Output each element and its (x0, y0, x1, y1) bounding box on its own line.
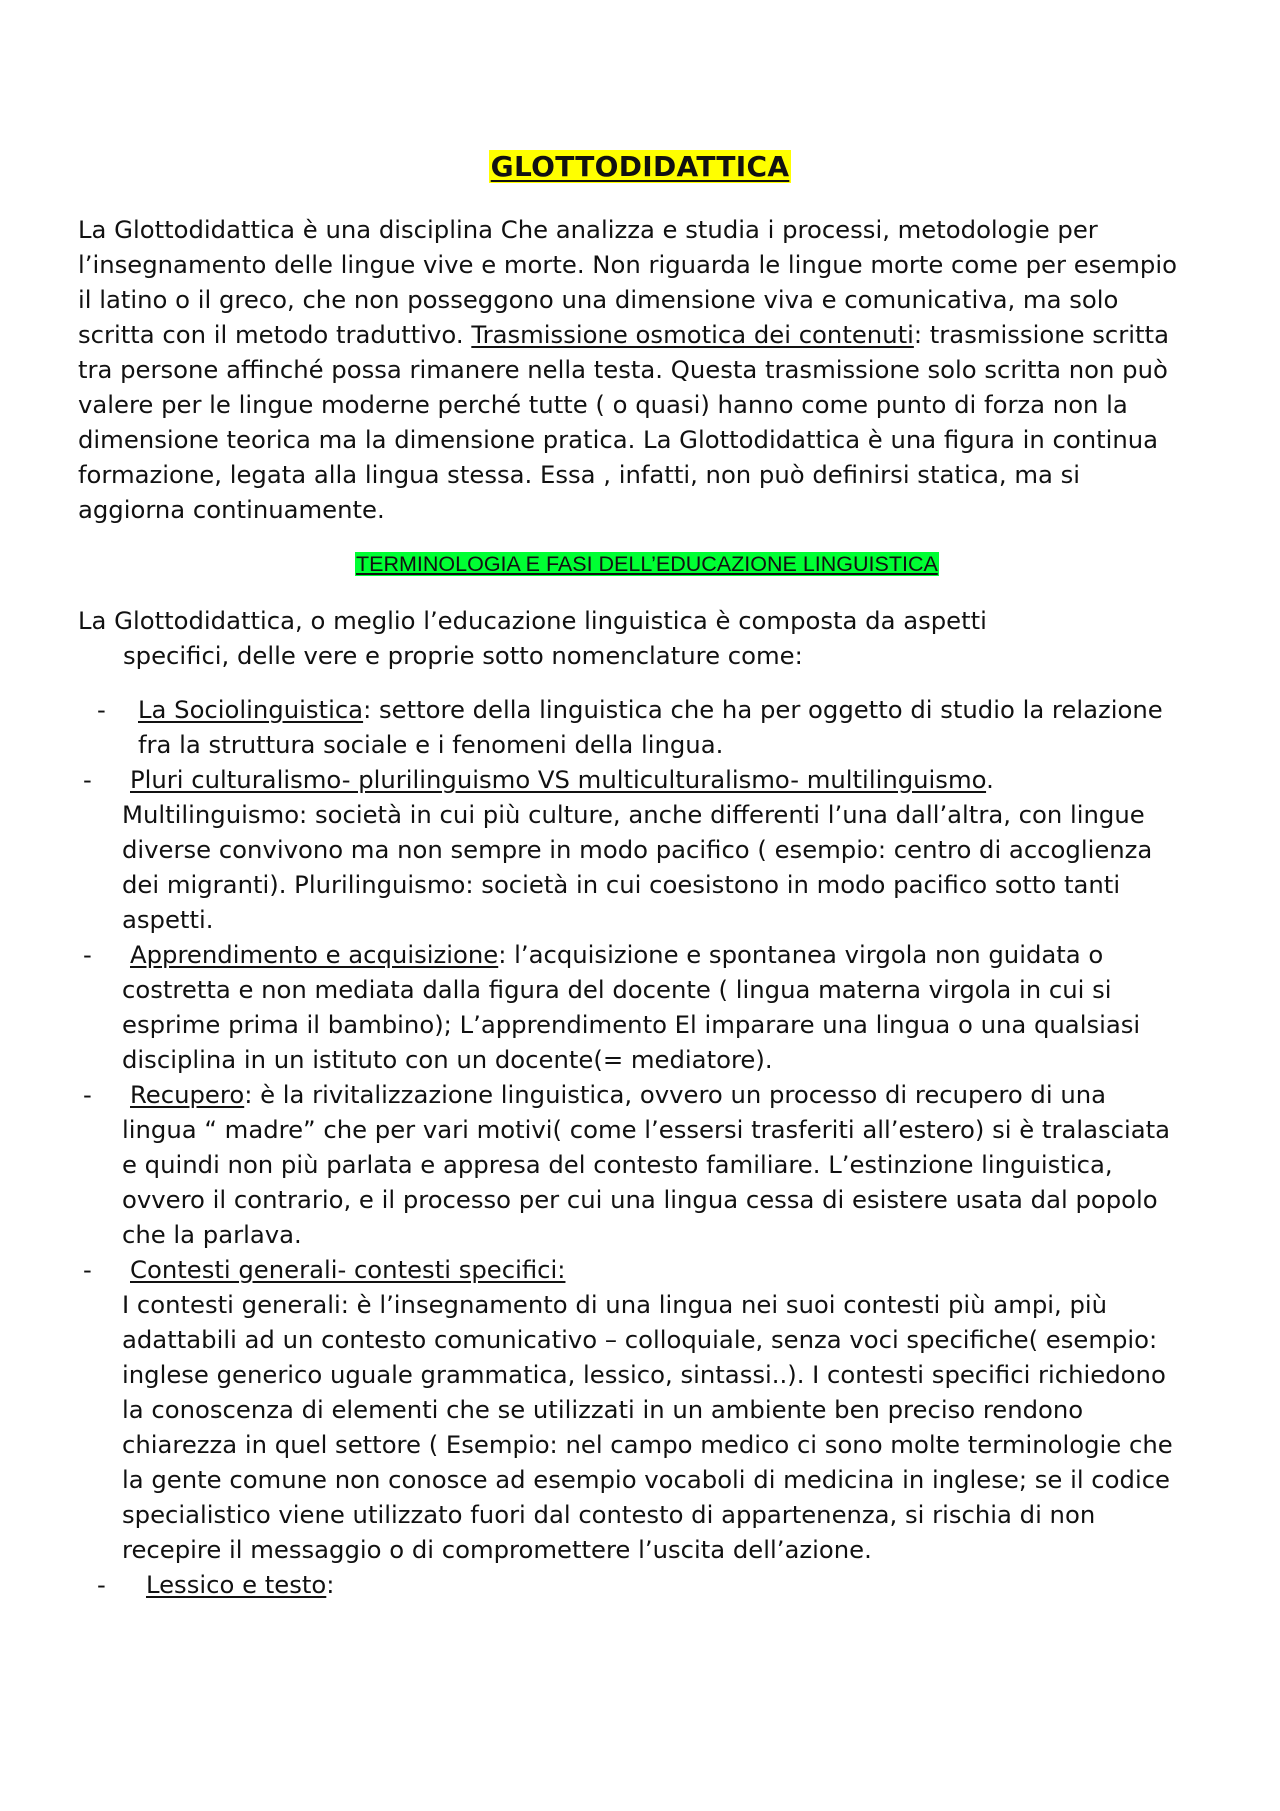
intro-text-2: : trasmissione scritta tra persone affinché possa rimanere nella testa. Questa trasmissione solo scritta non può valere per le lingue moderne perché tutte ( o quasi) hanno come punto di forza non la dimensione teorica ma la dimensione pratica. La Glottodidattica è una figura in continua formazione, legata alla lingua stessa. Essa , infatti, non può definirsi statica, ma si aggiorna continuamente. (78, 320, 1169, 524)
title-block (0, 150, 1280, 183)
list-item-text: : l’acquisizione e spontanea virgola non guidata o costretta e non mediata dalla figura del docente ( lingua materna virgola in cui si esprime prima il bambino); L’apprendimento El imparare una lingua o una qualsiasi disciplina in un istituto con un docente(= mediatore). (122, 940, 1141, 1074)
list-item-term: Recupero (130, 1080, 245, 1109)
list-dash: - (83, 940, 92, 969)
intro-text-1: La Glottodidattica è una disciplina Che analizza e studia i processi, metodologie per l’insegnamento delle lingue vive e morte. Non riguarda le lingue morte come per esempio il latino o il greco, che non posseggono una dimensione viva e comunicativa, ma solo scritta con il metodo traduttivo. (78, 215, 1177, 349)
list-dash: - (83, 1080, 92, 1109)
list-item (0, 937, 1280, 1077)
list-item-term: Lessico e testo (146, 1570, 327, 1599)
list-item (0, 692, 1280, 762)
list-item-text: : settore della linguistica che ha per oggetto di studio la relazione fra la struttura sociale e i fenomeni della lingua. (138, 695, 1163, 759)
lead-line-2: specifici, delle vere e proprie sotto nomenclature come: (123, 641, 803, 670)
section-title-block (355, 552, 1015, 577)
list-item (0, 1077, 1280, 1252)
list-dash: - (97, 1570, 106, 1599)
list-item-text: : (326, 1570, 335, 1599)
list-item (0, 1567, 1280, 1602)
list-item-term: Apprendimento e acquisizione (130, 940, 499, 969)
section-title: TERMINOLOGIA E FASI DELL’EDUCAZIONE LINGUISTICA (356, 552, 938, 576)
lead-line-1: La Glottodidattica, o meglio l’educazione linguistica è composta da aspetti (78, 606, 987, 635)
list-dash: - (83, 765, 92, 794)
page-title: GLOTTODIDATTICA (490, 150, 790, 183)
list-item-text: I contesti generali: è l’insegnamento di una lingua nei suoi contesti più ampi, più adattabili ad un contesto comunicativo – colloquiale, senza voci specifiche( esempio: inglese generico uguale grammatica, lessico, sintassi..). I contesti specifici richiedono la conoscenza di elementi che se utilizzati in un ambiente ben preciso rendono chiarezza in quel settore ( Esempio: nel campo medico ci sono molte terminologie che la gente comune non conosce ad esempio vocaboli di medicina in inglese; se il codice specialistico viene utilizzato fuori dal contesto di appartenenza, si rischia di non recepire il messaggio o di compromettere l’uscita dell’azione. (122, 1290, 1173, 1564)
intro-paragraph (78, 212, 1188, 527)
list-item-text: . Multilinguismo: società in cui più culture, anche differenti l’una dall’altra, con lingue diverse convivono ma non sempre in modo pacifico ( esempio: centro di accoglienza dei migranti). Plurilinguismo: società in cui coesistono in modo pacifico sotto tanti aspetti. (122, 765, 1153, 934)
terms-list (0, 692, 1280, 1602)
list-item-term: Contesti generali- contesti specifici: (130, 1255, 566, 1284)
intro-underlined-term: Trasmissione osmotica dei contenuti (471, 320, 914, 349)
list-dash: - (97, 695, 106, 724)
list-item (0, 762, 1280, 937)
lead-paragraph (78, 603, 1188, 673)
list-item-text: : è la rivitalizzazione linguistica, ovvero un processo di recupero di una lingua “ madre” che per vari motivi( come l’essersi trasferiti all’estero) si è tralasciata e quindi non più parlata e appresa del contesto familiare. L’estinzione linguistica, ovvero il contrario, e il processo per cui una lingua cessa di esistere usata dal popolo che la parlava. (122, 1080, 1171, 1249)
list-dash: - (83, 1255, 92, 1284)
list-item-term: Pluri culturalismo- plurilinguismo VS multiculturalismo- multilinguismo (130, 765, 987, 794)
list-item (0, 1252, 1280, 1567)
list-item-term: La Sociolinguistica (138, 695, 364, 724)
